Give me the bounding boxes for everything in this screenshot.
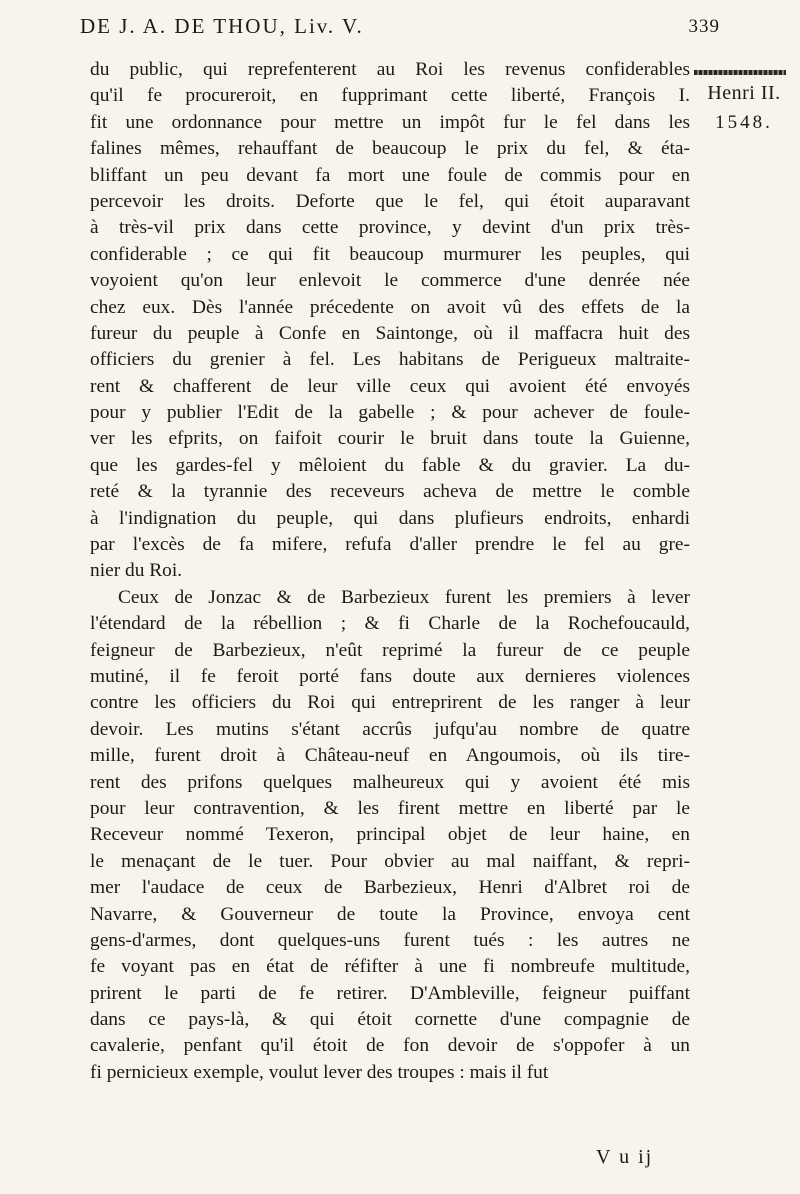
text-line: à très-vil prix dans cette province, y devint d'un prix très- [90, 217, 690, 239]
text-line: voyoient qu'on leur enlevoit le commerce d'une denrée née [90, 270, 690, 292]
text-line: pour leur contravention, & les firent mettre en liberté par le [90, 797, 690, 819]
page-number: 339 [688, 16, 720, 37]
text-line: Receveur nommé Texeron, principal objet de leur haine, en [90, 824, 690, 846]
body-text [90, 57, 690, 1086]
text-line: du public, qui reprefenterent au Roi les revenus confiderables [90, 59, 690, 80]
text-line: officiers du grenier à fel. Les habitans de Perigueux maltraite- [90, 349, 690, 371]
signature-mark: V u ij [596, 1146, 654, 1168]
text-line: devoir. Les mutins s'étant accrûs jufqu'au nombre de quatre [90, 718, 690, 740]
text-line: gens-d'armes, dont quelques-uns furent tués : les autres ne [90, 929, 690, 951]
text-line: mille, furent droit à Château-neuf en Angoumois, où ils tire- [90, 745, 690, 767]
text-line: ver les efprits, on faifoit courir le bruit dans toute la Guienne, [90, 428, 690, 450]
text-line: Navarre, & Gouverneur de toute la Province, envoya cent [90, 903, 690, 925]
text-line: rent des prifons quelques malheureux qui y avoient été mis [90, 771, 690, 793]
text-line: mer l'audace de ceux de Barbezieux, Henri d'Albret roi de [90, 877, 690, 899]
text-line: contre les officiers du Roi qui entreprirent de les ranger à leur [90, 692, 690, 714]
text-line: reté & la tyrannie des receveurs acheva de mettre le comble [90, 481, 690, 503]
text-line: l'étendard de la rébellion ; & fi Charle de la Rochefoucauld, [90, 613, 690, 635]
text-line: falines mêmes, rehauffant de beaucoup le prix du fel, & éta- [90, 138, 690, 160]
text-line: le menaçant de le tuer. Pour obvier au mal naiffant, & repri- [90, 850, 690, 872]
running-head-title: DE J. A. DE THOU, Liv. V. [80, 14, 364, 38]
text-line: Ceux de Jonzac & de Barbezieux furent les premiers à lever [118, 586, 690, 608]
text-line: confiderable ; ce qui fit beaucoup murmurer les peuples, qui [90, 243, 690, 265]
text-line: à l'indignation du peuple, qui dans plufieurs endroits, enhardi [90, 507, 690, 529]
text-line: prirent le parti de fe retirer. D'Ambleville, feigneur puiffant [90, 982, 690, 1004]
text-line: fe voyant pas en état de réfifter à une fi nombreufe multitude, [90, 956, 690, 978]
text-line: fit une ordonnance pour mettre un impôt fur le fel dans les [90, 111, 690, 133]
text-line: par l'excès de fa mifere, refufa d'aller prendre le fel au gre- [90, 534, 690, 556]
text-line: que les gardes-fel y mêloient du fable & du gravier. La du- [90, 454, 690, 476]
text-line: dans ce pays-là, & qui étoit cornette d'une compagnie de [90, 1009, 690, 1031]
text-line: feigneur de Barbezieux, n'eût reprimé la fureur de ce peuple [90, 639, 690, 661]
running-head [80, 14, 720, 39]
text-line: percevoir les droits. Deforte que le fel, qui étoit auparavant [90, 190, 690, 212]
text-line: fureur du peuple à Confe en Saintonge, où il maffacra huit des [90, 322, 690, 344]
text-line: mutiné, il fe feroit porté fans doute aux dernieres violences [90, 665, 690, 687]
text-line: fi pernicieux exemple, voulut lever des troupes : mais il fut [90, 1061, 549, 1083]
margin-note-king: Henri II. [707, 82, 781, 104]
margin-note-year: 1548. [715, 112, 773, 133]
text-line: cavalerie, penfant qu'il étoit de fon devoir de s'oppofer à un [90, 1035, 690, 1057]
text-line: chez eux. Dès l'année précedente on avoit vû des effets de la [90, 296, 690, 318]
text-line: nier du Roi. [90, 560, 183, 582]
text-line: pour y publier l'Edit de la gabelle ; & pour achever de foule- [90, 402, 690, 424]
text-line: qu'il fe procureroit, en fupprimant cette liberté, François I. [90, 85, 690, 107]
text-line: rent & chafferent de leur ville ceux qui avoient été envoyés [90, 375, 690, 397]
text-line: bliffant un peu devant fa mort une foule de commis pour en [90, 164, 690, 186]
margin-ornament-rule [694, 70, 786, 75]
